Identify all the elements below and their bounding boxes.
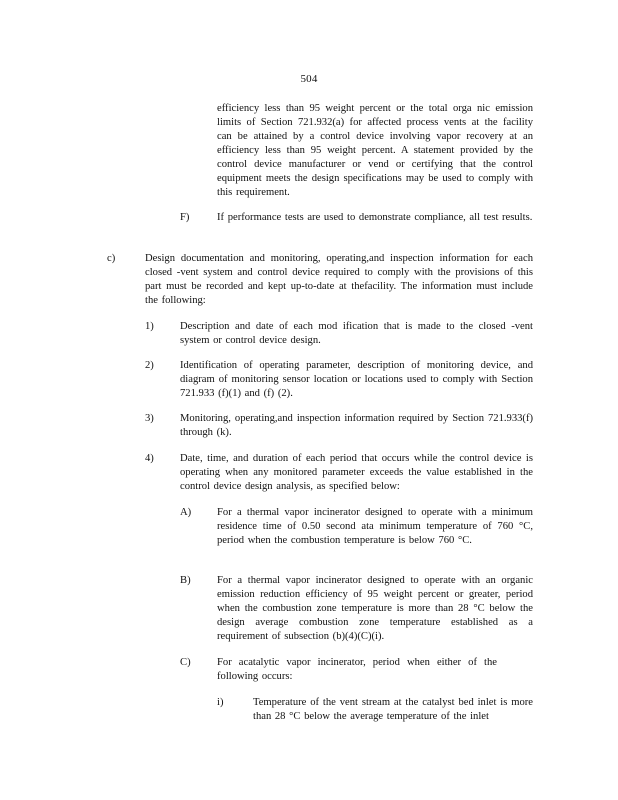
item-f-label: F)	[180, 212, 190, 223]
item-4b-label: B)	[180, 575, 191, 586]
item-1-text: Description and date of each mod ification that is made to the closed -vent system or control device design.	[180, 321, 533, 346]
item-3-text: Monitoring, operating,and inspection information required by Section 721.933(f) through (k).	[180, 413, 533, 438]
continued-paragraph: efficiency less than 95 weight percent or the total orga nic emission limits of Section 721.932(a) for affected process vents at the facility can be attained by a control device involving vapor recovery at an efficiency less than 95 weight percent. A statement provided by the control device manufacturer or vend or certifying that the control equipment meets the design specifications may be used to comply with this requirement.	[217, 103, 533, 198]
item-f-text: If performance tests are used to demonstrate compliance, all test results.	[217, 212, 533, 223]
item-4-text: Date, time, and duration of each period that occurs while the control device is operating when any monitored parameter exceeds the value established in the control device design analysis, as specified below:	[180, 453, 533, 492]
item-1-label: 1)	[145, 321, 154, 332]
item-4-label: 4)	[145, 453, 154, 464]
page-number: 504	[300, 73, 318, 85]
item-c-text: Design documentation and monitoring, operating,and inspection information for each closed -vent system and control device required to comply with the provisions of this part must be recorded and kept up-to-date at thefacility. The information must include the following:	[145, 253, 533, 306]
item-4a-text: For a thermal vapor incinerator designed to operate with a minimum residence time of 0.50 second ata minimum temperature of 760 °C, period when the combustion temperature is below 760 °C.	[217, 507, 533, 546]
item-4c-text: For acatalytic vapor incinerator, period when either of the following occurs:	[217, 657, 497, 682]
item-2-label: 2)	[145, 360, 154, 371]
item-4ci-label: i)	[217, 697, 224, 708]
item-2-text: Identification of operating parameter, description of monitoring device, and diagram of monitoring sensor location or locations used to comply with Section 721.933 (f)(1) and (f) (2).	[180, 360, 533, 399]
item-c-label: c)	[107, 253, 116, 264]
item-4c-label: C)	[180, 657, 191, 668]
item-3-label: 3)	[145, 413, 154, 424]
item-4a-label: A)	[180, 507, 192, 518]
item-4b-text: For a thermal vapor incinerator designed to operate with an organic emission reduction efficiency of 95 weight percent or greater, period when the combustion zone temperature is more than 28 °C below the design average combustion zone temperature established as a requirement of subsection (b)(4)(C)(i).	[217, 575, 533, 642]
item-4ci-text: Temperature of the vent stream at the catalyst bed inlet is more than 28 °C below the average temperature of the inlet	[253, 697, 533, 722]
